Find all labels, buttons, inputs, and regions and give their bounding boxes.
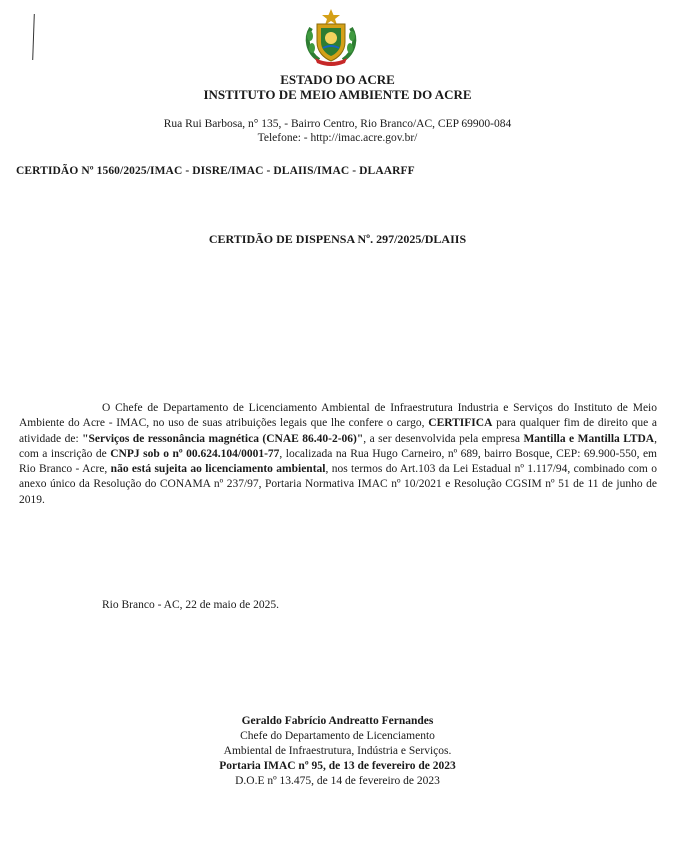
body-exemption: não está sujeita ao licenciamento ambiental (110, 463, 326, 476)
certidao-reference: CERTIDÃO Nº 1560/2025/IMAC - DISRE/IMAC - DLAIIS/IMAC - DLAARFF (16, 165, 415, 177)
signer-role-line-1: Chefe do Departamento de Licenciamento (240, 730, 435, 742)
signer-role-line-2: Ambiental de Infraestrutura, Indústria e Serviços. (223, 745, 452, 757)
acre-state-crest-icon (303, 8, 359, 66)
body-purpose: para qualquer fim de direito que a atividade de: (19, 417, 657, 445)
body-company: Mantilla e Mantilla LTDA (523, 432, 655, 445)
signature-block (0, 714, 675, 789)
signer-portaria: Portaria IMAC nº 95, de 13 de fevereiro de 2023 (219, 760, 456, 772)
header-institute: INSTITUTO DE MEIO AMBIENTE DO ACRE (203, 87, 472, 102)
signer-name: Geraldo Fabrício Andreatto Fernandes (241, 715, 434, 727)
body-intro: O Chefe de Departamento de Licenciamento Ambiental de Infraestrutura Industria e Serviços do Instituto de Meio Ambiente do Acre - IMAC, no uso de suas atribuições legais que lhe confere o cargo, (19, 402, 657, 430)
body-certifica: CERTIFICA (428, 417, 493, 430)
body-legal-basis: , nos termos do Art.103 da Lei Estadual nº 1.117/94, combinado com o anexo único da Resolução do CONAMA nº 237/97, Portaria Normativa IMAC nº 10/2021 e Resolução CGSIM nº 51 de 11 de junho de 2019. (19, 463, 657, 506)
date-line: Rio Branco - AC, 22 de maio de 2025. (102, 599, 279, 611)
document-title: CERTIDÃO DE DISPENSA Nº. 297/2025/DLAIIS (208, 232, 467, 246)
header-contact: Telefone: - http://imac.acre.gov.br/ (257, 132, 418, 144)
body-location: , localizada na Rua Hugo Carneiro, nº 689, bairro Bosque, CEP: 69.900-550, em Rio Branco - Acre, (19, 447, 658, 476)
body-cnpj: CNPJ sob o nº 00.624.104/0001-77 (110, 447, 280, 460)
body-registration-intro: , com a inscrição de (19, 432, 657, 460)
header-address: Rua Rui Barbosa, n° 135, - Bairro Centro, Rio Branco/AC, CEP 69900-084 (163, 118, 512, 130)
body-company-intro: , a ser desenvolvida pela empresa (363, 432, 524, 445)
header-state: ESTADO DO ACRE (280, 72, 395, 87)
certificate-body (19, 401, 657, 508)
margin-pen-mark (32, 14, 35, 60)
body-activity: "Serviços de ressonância magnética (CNAE 86.40-2-06)" (82, 432, 364, 445)
signer-doe: D.O.E nº 13.475, de 14 de fevereiro de 2023 (235, 775, 440, 787)
